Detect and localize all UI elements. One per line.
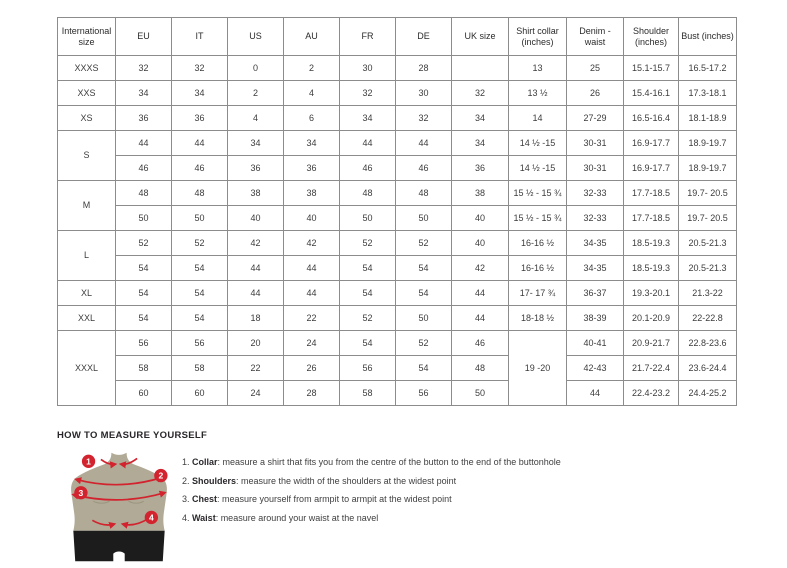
table-cell: 46	[452, 331, 509, 356]
shorts-shape	[73, 531, 164, 561]
table-cell: 36	[452, 156, 509, 181]
table-cell: 42-43	[567, 356, 624, 381]
table-cell: 2	[284, 56, 340, 81]
table-cell: 19.3-20.1	[624, 281, 679, 306]
measure-instruction: 4. Waist: measure around your waist at the navel	[182, 512, 379, 523]
table-cell: 42	[284, 231, 340, 256]
table-cell: 15 ½ - 15 ¾	[509, 181, 567, 206]
table-cell: 30-31	[567, 131, 624, 156]
table-cell: 54	[172, 256, 228, 281]
table-cell: 46	[116, 156, 172, 181]
table-cell: 38	[228, 181, 284, 206]
table-cell: 32	[340, 81, 396, 106]
table-cell: 24	[284, 331, 340, 356]
table-cell: 24	[228, 381, 284, 406]
table-cell: 30-31	[567, 156, 624, 181]
table-cell: 32-33	[567, 181, 624, 206]
table-cell: 32	[452, 81, 509, 106]
table-cell: 44	[396, 131, 452, 156]
table-cell: 30	[340, 56, 396, 81]
table-cell: 22	[284, 306, 340, 331]
table-cell: 32-33	[567, 206, 624, 231]
table-cell: 40	[452, 231, 509, 256]
table-cell: 34	[452, 131, 509, 156]
measure-instruction: 2. Shoulders: measure the width of the shoulders at the widest point	[182, 475, 457, 486]
table-cell: 38	[452, 181, 509, 206]
table-cell: 52	[172, 231, 228, 256]
table-cell: 34-35	[567, 256, 624, 281]
table-cell: XL	[58, 281, 116, 306]
badge-1	[82, 455, 95, 468]
table-cell: 48	[172, 181, 228, 206]
column-header: Shirt collar (inches)	[509, 18, 567, 56]
table-cell: 34	[172, 81, 228, 106]
table-cell: 54	[116, 306, 172, 331]
table-cell: S	[58, 131, 116, 181]
table-cell: 14 ½ -15	[509, 131, 567, 156]
table-cell: 58	[340, 381, 396, 406]
table-cell: 54	[172, 281, 228, 306]
table-cell: 20.5-21.3	[679, 256, 737, 281]
badge-4	[145, 511, 158, 524]
table-cell: XXS	[58, 81, 116, 106]
table-cell: 38-39	[567, 306, 624, 331]
table-cell: L	[58, 231, 116, 281]
table-cell: 19.7- 20.5	[679, 181, 737, 206]
table-cell: 56	[172, 331, 228, 356]
table-cell: 54	[396, 256, 452, 281]
column-header: DE	[396, 18, 452, 56]
table-row	[58, 106, 737, 131]
table-cell: 44	[452, 281, 509, 306]
table-cell: 16.5-16.4	[624, 106, 679, 131]
table-cell: 17- 17 ¾	[509, 281, 567, 306]
table-cell: 36	[172, 106, 228, 131]
table-cell: 40	[228, 206, 284, 231]
size-chart-table	[57, 17, 737, 406]
table-cell: 20	[228, 331, 284, 356]
table-cell: 50	[396, 306, 452, 331]
table-row	[58, 331, 737, 356]
table-cell: 21.3-22	[679, 281, 737, 306]
table-cell: 18.5-19.3	[624, 256, 679, 281]
table-cell: 54	[340, 256, 396, 281]
table-cell: 50	[396, 206, 452, 231]
table-cell: 52	[340, 231, 396, 256]
table-cell: 25	[567, 56, 624, 81]
table-cell: 46	[172, 156, 228, 181]
table-cell: 17.7-18.5	[624, 206, 679, 231]
table-cell: 13	[509, 56, 567, 81]
table-cell: 30	[396, 81, 452, 106]
column-header: UK size	[452, 18, 509, 56]
table-cell: 22-22.8	[679, 306, 737, 331]
table-cell: 40	[452, 206, 509, 231]
table-cell: 50	[452, 381, 509, 406]
badge-3	[74, 486, 87, 499]
table-cell: 4	[284, 81, 340, 106]
table-cell: 44	[452, 306, 509, 331]
table-cell: 18-18 ½	[509, 306, 567, 331]
table-cell: 58	[116, 356, 172, 381]
table-cell: 44	[284, 256, 340, 281]
table-cell: M	[58, 181, 116, 231]
table-cell: 19 -20	[509, 331, 567, 406]
table-cell: 44	[567, 381, 624, 406]
table-cell: 42	[228, 231, 284, 256]
table-cell: 60	[116, 381, 172, 406]
torso-measure-diagram	[60, 446, 178, 568]
column-header: Bust (inches)	[679, 18, 737, 56]
table-row	[58, 206, 737, 231]
table-cell: 56	[396, 381, 452, 406]
table-cell: 26	[284, 356, 340, 381]
table-row	[58, 81, 737, 106]
measure-instructions-list	[182, 453, 561, 527]
table-cell: 52	[340, 306, 396, 331]
size-chart-section	[57, 17, 737, 406]
svg-text:4: 4	[148, 512, 154, 523]
table-row	[58, 381, 737, 406]
table-cell: 52	[396, 231, 452, 256]
table-cell: 27-29	[567, 106, 624, 131]
table-row	[58, 56, 737, 81]
table-cell: 58	[172, 356, 228, 381]
table-cell: 16.9-17.7	[624, 131, 679, 156]
table-cell: 16-16 ½	[509, 256, 567, 281]
badge-2	[154, 469, 167, 482]
table-cell: 4	[228, 106, 284, 131]
table-row	[58, 281, 737, 306]
table-cell: 46	[340, 156, 396, 181]
table-cell: 54	[116, 281, 172, 306]
table-row	[58, 131, 737, 156]
table-cell: 48	[396, 181, 452, 206]
table-cell: 21.7-22.4	[624, 356, 679, 381]
table-cell: XXXL	[58, 331, 116, 406]
table-cell: 40	[284, 206, 340, 231]
column-header: AU	[284, 18, 340, 56]
table-cell: 54	[116, 256, 172, 281]
table-cell: 60	[172, 381, 228, 406]
table-cell: 44	[228, 281, 284, 306]
table-cell: 2	[228, 81, 284, 106]
column-header: IT	[172, 18, 228, 56]
table-row	[58, 356, 737, 381]
table-cell: 6	[284, 106, 340, 131]
table-cell: 48	[452, 356, 509, 381]
table-row	[58, 181, 737, 206]
table-cell: 17.3-18.1	[679, 81, 737, 106]
table-cell: 44	[172, 131, 228, 156]
table-cell: 44	[228, 256, 284, 281]
measure-section	[57, 430, 737, 568]
table-cell: 38	[284, 181, 340, 206]
table-cell: 34	[340, 106, 396, 131]
table-cell: 34	[116, 81, 172, 106]
table-cell: 36	[284, 156, 340, 181]
table-row	[58, 231, 737, 256]
table-cell: XS	[58, 106, 116, 131]
table-cell: 36	[116, 106, 172, 131]
table-cell: 34-35	[567, 231, 624, 256]
table-cell: 28	[284, 381, 340, 406]
column-header: International size	[58, 18, 116, 56]
table-cell: 48	[116, 181, 172, 206]
column-header: EU	[116, 18, 172, 56]
column-header: Denim - waist	[567, 18, 624, 56]
table-cell: 34	[228, 131, 284, 156]
table-cell: 50	[172, 206, 228, 231]
table-cell: 44	[340, 131, 396, 156]
svg-text:3: 3	[78, 487, 84, 498]
table-cell: 23.6-24.4	[679, 356, 737, 381]
table-cell: 18	[228, 306, 284, 331]
table-cell: 16.5-17.2	[679, 56, 737, 81]
table-cell: 52	[116, 231, 172, 256]
table-cell: 46	[396, 156, 452, 181]
svg-text:1: 1	[86, 456, 91, 467]
table-cell: 32	[116, 56, 172, 81]
table-cell: 13 ½	[509, 81, 567, 106]
table-cell: 18.1-18.9	[679, 106, 737, 131]
table-cell: 44	[116, 131, 172, 156]
table-cell: 42	[452, 256, 509, 281]
table-cell: 28	[396, 56, 452, 81]
table-cell: 54	[396, 356, 452, 381]
table-cell: 54	[172, 306, 228, 331]
table-cell: 15 ½ - 15 ¾	[509, 206, 567, 231]
table-cell: XXXS	[58, 56, 116, 81]
table-cell: 24.4-25.2	[679, 381, 737, 406]
table-cell	[452, 56, 509, 81]
table-cell: 50	[340, 206, 396, 231]
table-row	[58, 256, 737, 281]
table-row	[58, 156, 737, 181]
column-header: FR	[340, 18, 396, 56]
table-cell: 34	[452, 106, 509, 131]
table-cell: 32	[172, 56, 228, 81]
table-cell: 56	[340, 356, 396, 381]
table-cell: 18.9-19.7	[679, 131, 737, 156]
measure-instruction: 1. Collar: measure a shirt that fits you from the centre of the button to the end of the buttonhole	[182, 457, 561, 467]
table-cell: 22.8-23.6	[679, 331, 737, 356]
table-cell: 15.4-16.1	[624, 81, 679, 106]
measure-title: HOW TO MEASURE YOURSELF	[57, 430, 208, 441]
table-cell: 20.5-21.3	[679, 231, 737, 256]
table-cell: 34	[284, 131, 340, 156]
table-cell: 19.7- 20.5	[679, 206, 737, 231]
svg-text:2: 2	[158, 470, 164, 481]
table-cell: 44	[284, 281, 340, 306]
table-cell: 32	[396, 106, 452, 131]
table-cell: XXL	[58, 306, 116, 331]
table-cell: 36-37	[567, 281, 624, 306]
table-cell: 16-16 ½	[509, 231, 567, 256]
measure-instruction: 3. Chest: measure yourself from armpit to armpit at the widest point	[182, 494, 452, 504]
table-cell: 56	[116, 331, 172, 356]
table-cell: 18.5-19.3	[624, 231, 679, 256]
table-cell: 54	[396, 281, 452, 306]
column-header: Shoulder (inches)	[624, 18, 679, 56]
table-header-row	[58, 18, 737, 56]
table-cell: 54	[340, 331, 396, 356]
table-cell: 40-41	[567, 331, 624, 356]
table-cell: 54	[340, 281, 396, 306]
table-cell: 48	[340, 181, 396, 206]
table-cell: 50	[116, 206, 172, 231]
table-cell: 17.7-18.5	[624, 181, 679, 206]
table-cell: 14 ½ -15	[509, 156, 567, 181]
table-row	[58, 306, 737, 331]
table-cell: 0	[228, 56, 284, 81]
table-cell: 18.9-19.7	[679, 156, 737, 181]
table-cell: 26	[567, 81, 624, 106]
column-header: US	[228, 18, 284, 56]
table-cell: 20.1-20.9	[624, 306, 679, 331]
table-cell: 36	[228, 156, 284, 181]
table-cell: 14	[509, 106, 567, 131]
table-cell: 15.1-15.7	[624, 56, 679, 81]
table-cell: 20.9-21.7	[624, 331, 679, 356]
table-cell: 22	[228, 356, 284, 381]
table-cell: 16.9-17.7	[624, 156, 679, 181]
table-cell: 52	[396, 331, 452, 356]
table-cell: 22.4-23.2	[624, 381, 679, 406]
